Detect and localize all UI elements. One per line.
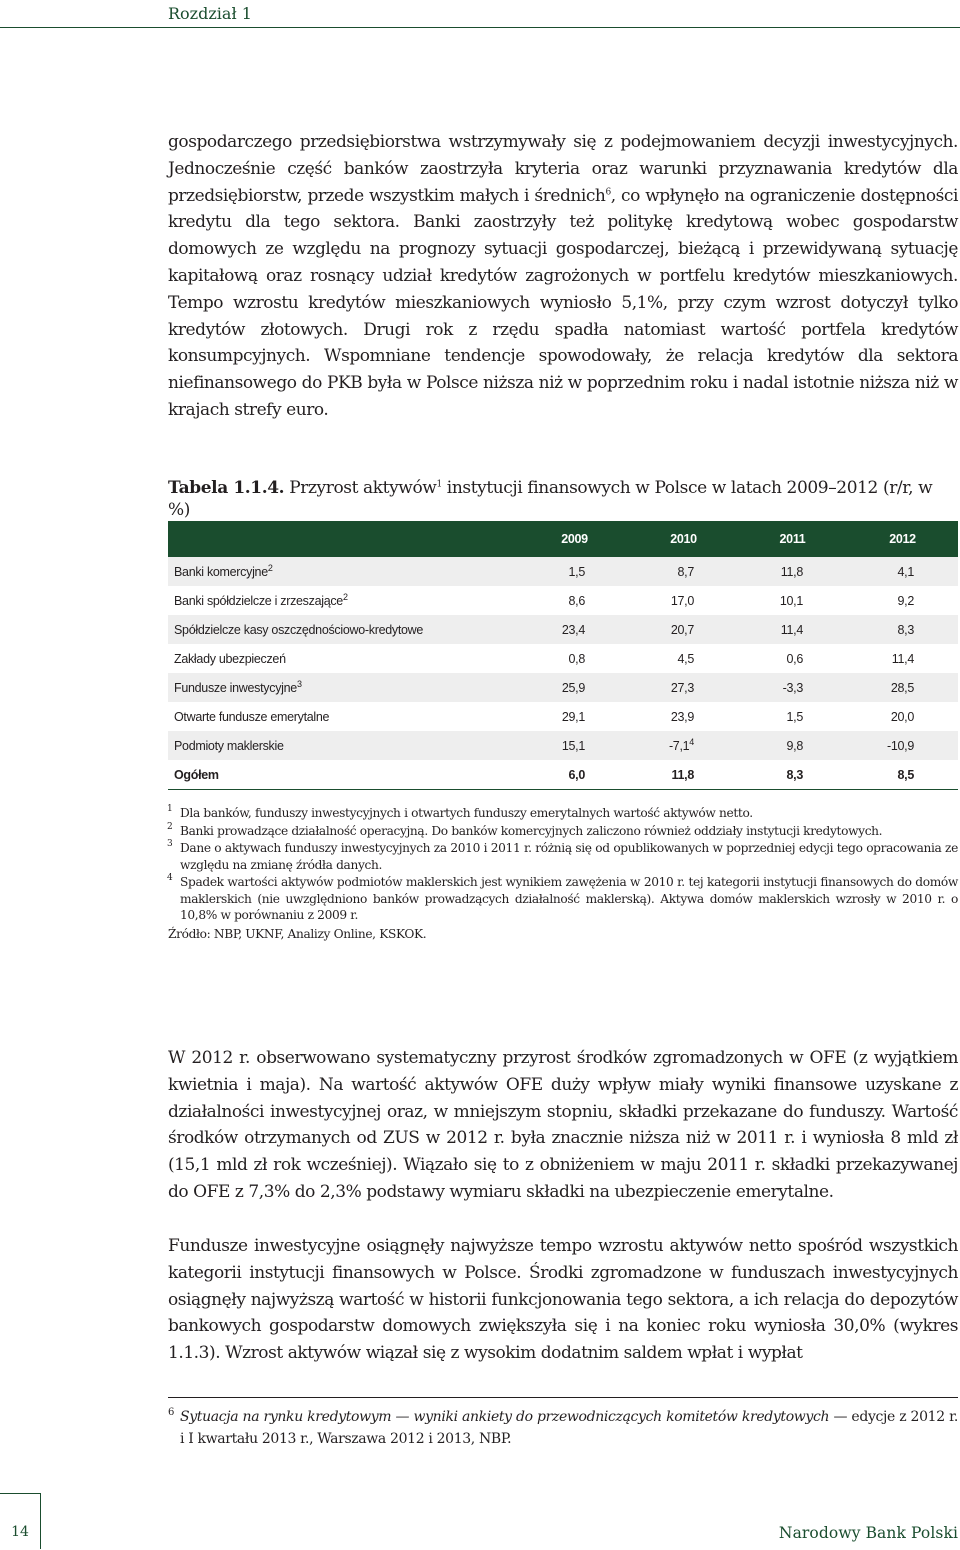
table-header-stub [168, 521, 520, 557]
table-notes [168, 805, 958, 942]
row-label-text: Banki komercyjne [174, 564, 268, 579]
footnote-title: Sytuacja na rynku kredytowym — wyniki ankiety do przewodniczących komitetów kredytowych [180, 1409, 830, 1425]
table-header-year: 2011 [738, 521, 847, 557]
table-cell: 1,5 [738, 702, 847, 731]
table-cell: 4,5 [629, 644, 738, 673]
table-caption [168, 477, 958, 521]
table-cell: 1,5 [520, 557, 629, 586]
page-number-box [0, 1493, 41, 1549]
footnote-rule [168, 1397, 958, 1398]
table-cell: 4,1 [847, 557, 958, 586]
table-row [168, 644, 958, 673]
note-text: Dla banków, funduszy inwestycyjnych i otwartych funduszy emerytalnych wartość aktywów netto. [180, 806, 753, 820]
row-label-text: Ogółem [174, 767, 219, 782]
row-label [168, 731, 520, 760]
row-label [168, 644, 520, 673]
row-label-sup: 3 [296, 678, 302, 689]
row-label-text: Banki spółdzielcze i zrzeszające [174, 593, 343, 608]
note-mark: 4 [167, 873, 173, 883]
table-cell: 11,4 [738, 615, 847, 644]
note-mark: 1 [167, 804, 173, 814]
table-cell: 11,8 [738, 557, 847, 586]
table-cell: 8,7 [629, 557, 738, 586]
note-mark: 2 [167, 821, 173, 832]
row-label-text: Zakłady ubezpieczeń [174, 651, 286, 666]
table-header-row [168, 521, 958, 557]
table-cell: 9,8 [738, 731, 847, 760]
footnote-mark: 6 [168, 1407, 175, 1418]
table-cell: 20,7 [629, 615, 738, 644]
table-cell: 15,1 [520, 731, 629, 760]
row-label [168, 586, 520, 615]
footnote-ref-6[interactable]: 6 [605, 186, 611, 197]
row-label-text: Fundusze inwestycyjne [174, 680, 297, 695]
table-row [168, 586, 958, 615]
table-caption-number: Tabela 1.1.4. [168, 478, 285, 498]
note-mark: 3 [167, 839, 173, 849]
table-source: Źródło: NBP, UKNF, Analizy Online, KSKOK. [168, 926, 427, 941]
row-label [168, 760, 520, 789]
table-row [168, 702, 958, 731]
table-caption-text-b: instytucji finansowych w Polsce w latach 2009–2012 (r/r, w %) [168, 478, 933, 520]
table-row [168, 731, 958, 760]
table-cell-sup: 4 [689, 736, 694, 747]
row-label-sup: 2 [342, 591, 348, 602]
table-row [168, 673, 958, 702]
table-bottom-rule [168, 789, 958, 790]
table-cell: 0,6 [738, 644, 847, 673]
table-total-row [168, 760, 958, 789]
table-cell: 20,0 [847, 702, 958, 731]
footer-brand: Narodowy Bank Polski [778, 1524, 958, 1542]
table-cell: -10,9 [847, 731, 958, 760]
table-cell: 8,5 [847, 760, 958, 789]
paragraph-1-part-b: , co wpłynęło na ograniczenie dostępności kredytu dla tego sektora. Banki zaostrzyły też politykę kredytową wobec gospodarstw domowych ze względu na prognozy sytuacji gospodarczej, bieżącą i przewidywaną sytuację kapitałową oraz rosnący udział kredytów zagrożonych w portfelu kredytów mieszkaniowych. Tempo wzrostu kredytów mieszkaniowych wyniosło 5,1%, przy czym wzrost dotyczył tylko kredytów złotowych. Drugi rok z rzędu spadła natomiast wartość portfela kredytów konsumpcyjnych. Wspomniane tendencje spowodowały, że relacja kredytów dla sektora niefinansowego do PKB była w Polsce niższa niż w poprzednim roku i nadal istotnie niższa niż w krajach strefy euro. [168, 185, 958, 420]
row-label-text: Otwarte fundusze emerytalne [174, 709, 330, 724]
table-header-year: 2009 [520, 521, 629, 557]
table-row [168, 557, 958, 586]
table-cell: 9,2 [847, 586, 958, 615]
row-label-text: Podmioty maklerskie [174, 738, 284, 753]
note-text: Dane o aktywach funduszy inwestycyjnych za 2010 i 2011 r. różnią się od opublikowanych w poprzedniej edycji tego opracowania ze względu na zmianę źródła danych. [180, 841, 958, 872]
table-header-year: 2012 [847, 521, 958, 557]
table-row [168, 615, 958, 644]
table-cell: 6,0 [520, 760, 629, 789]
table-cell: 10,1 [738, 586, 847, 615]
paragraph-2: W 2012 r. obserwowano systematyczny przyrost środków zgromadzonych w OFE (z wyjątkiem kwietnia i maja). Na wartość aktywów OFE duży wpływ miały wyniki finansowe uzyskane z działalności inwestycyjnej oraz, w mniejszym stopniu, składki przekazane do funduszy. Wartość środków otrzymanych od ZUS w 2012 r. była znacznie niższa niż w 2011 r. i wyniosła 8 mld zł (15,1 mld zł rok wcześniej). Wiązało się to z obniżeniem w maju 2011 r. składki przekazywanej do OFE z 7,3% do 2,3% podstawy wymiaru składki na ubezpieczenie emerytalne. [168, 1048, 958, 1202]
table-cell: 0,8 [520, 644, 629, 673]
row-label [168, 615, 520, 644]
page-number: 14 [11, 1524, 29, 1540]
table-cell: 8,3 [738, 760, 847, 789]
table-caption-text-a: Przyrost aktywów [284, 478, 437, 498]
note-text: Banki prowadzące działalność operacyjną. Do banków komercyjnych zaliczono również oddziały instytucji kredytowych. [180, 823, 883, 838]
table-note [168, 874, 958, 924]
table-caption-sup: 1 [436, 479, 442, 490]
table-cell: 28,5 [847, 673, 958, 702]
row-label [168, 702, 520, 731]
table-cell: 23,9 [629, 702, 738, 731]
table-cell: -3,3 [738, 673, 847, 702]
row-label-text: Spółdzielcze kasy oszczędnościowo-kredytowe [174, 622, 424, 637]
table-note [168, 840, 958, 873]
table-cell: 8,3 [847, 615, 958, 644]
table-header-year: 2010 [629, 521, 738, 557]
row-label [168, 557, 520, 586]
table-cell [629, 731, 738, 760]
table-cell: 25,9 [520, 673, 629, 702]
table-note [168, 805, 958, 822]
table-cell: 11,4 [847, 644, 958, 673]
table-cell: 29,1 [520, 702, 629, 731]
footnote-rest: — edycje z 2012 r. i I kwartału 2013 r., Warszawa 2012 i 2013, NBP. [180, 1409, 958, 1447]
table-cell: 8,6 [520, 586, 629, 615]
table-cell: 11,8 [629, 760, 738, 789]
row-label-sup: 2 [267, 562, 273, 573]
table-cell-value: -7,1 [668, 738, 690, 753]
assets-growth-table [168, 521, 958, 789]
table-cell: 23,4 [520, 615, 629, 644]
table-note [168, 823, 958, 840]
paragraph-1 [168, 129, 958, 424]
footnote-body [168, 1406, 958, 1450]
table-cell: 27,3 [629, 673, 738, 702]
paragraph-3: Fundusze inwestycyjne osiągnęły najwyższe tempo wzrostu aktywów netto spośród wszystkich kategorii instytucji finansowych w Polsce. Środki zgromadzone w funduszach inwestycyjnych osiągnęły najwyższą wartość w historii funkcjonowania tego sektora, a ich relacja do depozytów bankowych gospodarstw domowych zwiększyła się i na koniec roku wyniosła 30,0% (wykres 1.1.3). Wzrost aktywów wiązał się z wysokim dodatnim saldem wpłat i wypłat [168, 1236, 958, 1364]
paragraph-1-part-a: gospodarczego przedsiębiorstwa wstrzymywały się z podejmowaniem decyzji inwestycyjnych. Jednocześnie część banków zaostrzyła kryteria oraz warunki przyznawania kredytów dla przedsiębiorstw, przede wszystkim małych i średnich [168, 132, 958, 206]
running-header-chapter: Rozdział 1 [168, 4, 252, 23]
header-rule [0, 27, 960, 28]
footnote-6 [168, 1406, 958, 1450]
table-cell: 17,0 [629, 586, 738, 615]
row-label [168, 673, 520, 702]
note-text: Spadek wartości aktywów podmiotów maklerskich jest wynikiem zawężenia w 2010 r. tej kategorii instytucji finansowych do domów maklerskich (nie uwzględniono banków prowadzących działalność maklerską). Aktywa domów maklerskich wzrosły w 2010 r. o 10,8% w porównaniu z 2009 r. [180, 875, 958, 922]
